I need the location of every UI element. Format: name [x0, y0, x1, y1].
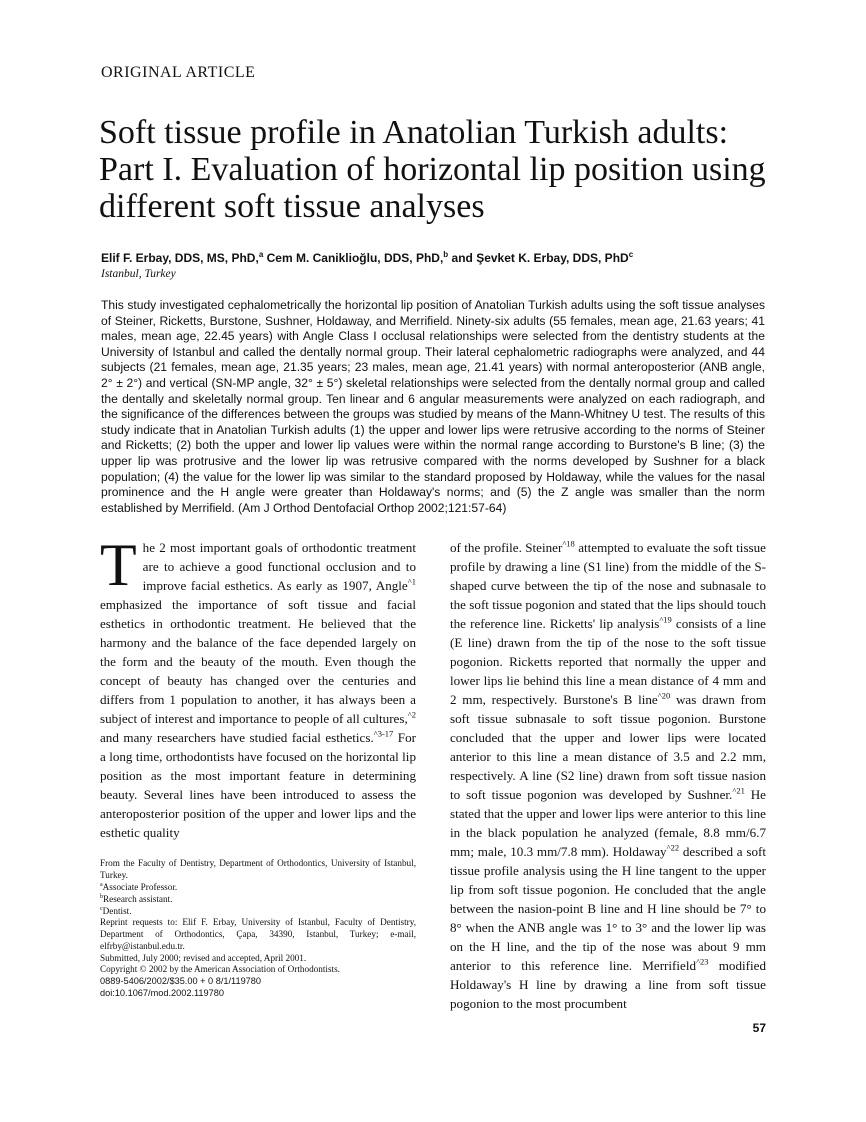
body-left-column	[100, 532, 416, 1013]
author-affiliation-mark: b	[443, 250, 449, 259]
footnote-text: Dentist.	[102, 905, 132, 916]
footnote-mark: c	[100, 905, 103, 912]
body-text: and many researchers have studied facial esthetics.	[100, 730, 374, 746]
body-text: modified Holdaway's H line by drawing a line from soft tissue pogonion to the most procumbent	[450, 958, 767, 1012]
footnote-text: Submitted, July 2000; revised and accepted, April 2001.	[100, 952, 307, 963]
body-text: attempted to evaluate the soft tissue profile by drawing a line (S1 line) from the middle of the S-shaped curve between the tip of the nose and subnasale to the soft tissue pogonion and stated that the lips should touch the reference line. Ricketts' lip analysis	[450, 540, 766, 632]
article-title: Soft tissue profile in Anatolian Turkish adults: Part I. Evaluation of horizontal lip position using different soft tissue analyses	[99, 114, 766, 225]
section-label: ORIGINAL ARTICLE	[101, 64, 256, 81]
citation-reference: ^2	[407, 709, 416, 720]
footnote	[100, 917, 416, 952]
drop-cap: T	[100, 532, 137, 599]
author-affiliation-mark: c	[628, 250, 634, 259]
citation-reference: ^19	[659, 614, 672, 625]
footnote	[100, 976, 416, 988]
body-text: For a long time, orthodontists have focused on the horizontal lip position as the most important feature in determining beauty. Several lines have been introduced to assess the anteroposterior position of the upper and lower lips and the esthetic quality	[100, 730, 416, 841]
citation-reference: ^1	[407, 576, 416, 587]
body-right-column	[450, 538, 766, 1013]
footnote	[100, 953, 416, 965]
footnote-text: Associate Professor.	[102, 881, 178, 892]
footnote	[100, 858, 416, 882]
footnote	[100, 964, 416, 976]
footnotes	[100, 858, 416, 1000]
page-number: 57	[752, 1021, 766, 1036]
author-list	[101, 250, 633, 265]
footnote-text: From the Faculty of Dentistry, Department of Orthodontics, University of Istanbul, Turkey.	[100, 858, 416, 881]
body-text: He stated that the upper and lower lips were anterior to this line in the black population he analyzed (female, 8.8 mm/6.7 mm; male, 10.3 mm/7.8 mm). Holdaway	[450, 787, 766, 860]
body-paragraph	[450, 538, 766, 1013]
footnote-text: Copyright © 2002 by the American Association of Orthodontists.	[100, 964, 340, 975]
body-text: consists of a line (E line) drawn from the tip of the nose to the soft tissue pogonion. Ricketts reported that normally the upper and lower lips lie behind this line a mean distance of 4 mm and 2 mm, respectively. Burstone's B line	[450, 616, 766, 708]
citation-reference: ^3-17	[373, 728, 394, 739]
body-text: was drawn from soft tissue subnasale to soft tissue pogonion. Burstone concluded that the upper and lower lips were located anterior to this line a mean distance of 3.5 and 2.2 mm, respectively. A line (S2 line) drawn from soft tissue nasion to soft tissue pogonion was developed by Sushner.	[450, 692, 766, 803]
footnote	[100, 906, 416, 918]
citation-reference: ^21	[732, 785, 745, 796]
article-body	[100, 298, 766, 1035]
body-text: described a soft tissue profile analysis using the H line tangent to the upper lip from soft tissue pogonion. He concluded that the angle between the nasion-point B line and H line should be 7° to 8° when the ANB angle was 1° to 3° and the lower lip was on the H line, and the tip of the nose was about 9 mm anterior to this reference line. Merrifield	[450, 844, 766, 974]
footnote-text: 0889-5406/2002/$35.00 + 0 8/1/119780	[100, 976, 262, 987]
footnote-text: Research assistant.	[103, 893, 173, 904]
body-text: of the profile. Steiner	[450, 540, 563, 556]
citation-reference: ^23	[696, 956, 709, 967]
author-name: Elif F. Erbay, DDS, MS, PhD,	[101, 251, 259, 265]
body-paragraph	[100, 532, 416, 841]
abstract: This study investigated cephalometrically the horizontal lip position of Anatolian Turkish adults using the soft tissue analyses of Steiner, Ricketts, Burstone, Sushner, Holdaway, and Merrifield. Ninety-six adults (55 females, mean age, 21.63 years; 41 males, mean age, 22.45 years) with Angle Class I occlusal relationships were selected from the dentistry students at the University of Istanbul and called the dentally normal group. Their lateral cephalometric radiographs were analyzed, and 44 subjects (21 females, mean age, 21.35 years; 23 males, mean age, 21.41 years) with normal anteroposterior (ANB angle, 2° ± 2°) and vertical (SN-MP angle, 32° ± 5°) skeletal relationships were selected from the dentally normal group and called the dentally and skeletally normal group. Ten linear and 6 angular measurements were analyzed on each radiograph, and the significance of the differences between the groups was studied by means of the Mann-Whitney U test. The results of this study indicate that in Anatolian Turkish adults (1) the upper and lower lips were retrusive according to the norms of Steiner and Ricketts; (2) both the upper and lower lip values were within the normal range according to Burstone's B line; (3) the upper lip was protrusive and the lower lip was retrusive compared with the norms developed by Sushner for a black population; (4) the value for the lower lip was similar to the standard proposed by Holdaway, while the values for the nasal prominence and the H angle were greater than Holdaway's norms; and (5) the Z angle was smaller than the norm established by Merrifield. (Am J Orthod Dentofacial Orthop 2002;121:57-64)	[101, 298, 765, 515]
footnote	[100, 882, 416, 894]
citation-reference: ^18	[562, 538, 575, 549]
author-name: and Şevket K. Erbay, DDS, PhD	[448, 251, 629, 265]
footnote	[100, 894, 416, 906]
footnote	[100, 988, 416, 1000]
citation-reference: ^22	[666, 842, 680, 853]
footnote-text: doi:10.1067/mod.2002.119780	[100, 988, 224, 999]
footnote-mark: b	[100, 893, 103, 900]
body-columns	[100, 532, 767, 1013]
citation-reference: ^20	[657, 690, 671, 701]
footnote-text: Reprint requests to: Elif F. Erbay, University of Istanbul, Faculty of Dentistry, Department of Orthodontics, Çapa, 34390, Istanbul, Turkey; e-mail, elfrby@istanbul.edu.tr.	[100, 917, 416, 951]
footnote-mark: a	[100, 881, 103, 888]
author-affiliation-mark: a	[258, 250, 264, 259]
author-location: Istanbul, Turkey	[101, 268, 176, 280]
author-name: Cem M. Caniklioğlu, DDS, PhD,	[263, 251, 444, 265]
body-text: he 2 most important goals of orthodontic treatment are to achieve a good functional occlusion and to improve facial esthetics. As early as 1907, Angle	[142, 540, 416, 594]
body-text: emphasized the importance of soft tissue and facial esthetics in orthodontic treatment. He believed that the harmony and the balance of the face depended largely on the form and the beauty of the mouth. Even though the concept of beauty has changed over the centuries and differs from 1 population to another, it has always been a subject of interest and importance to people of all cultures,	[100, 597, 416, 727]
